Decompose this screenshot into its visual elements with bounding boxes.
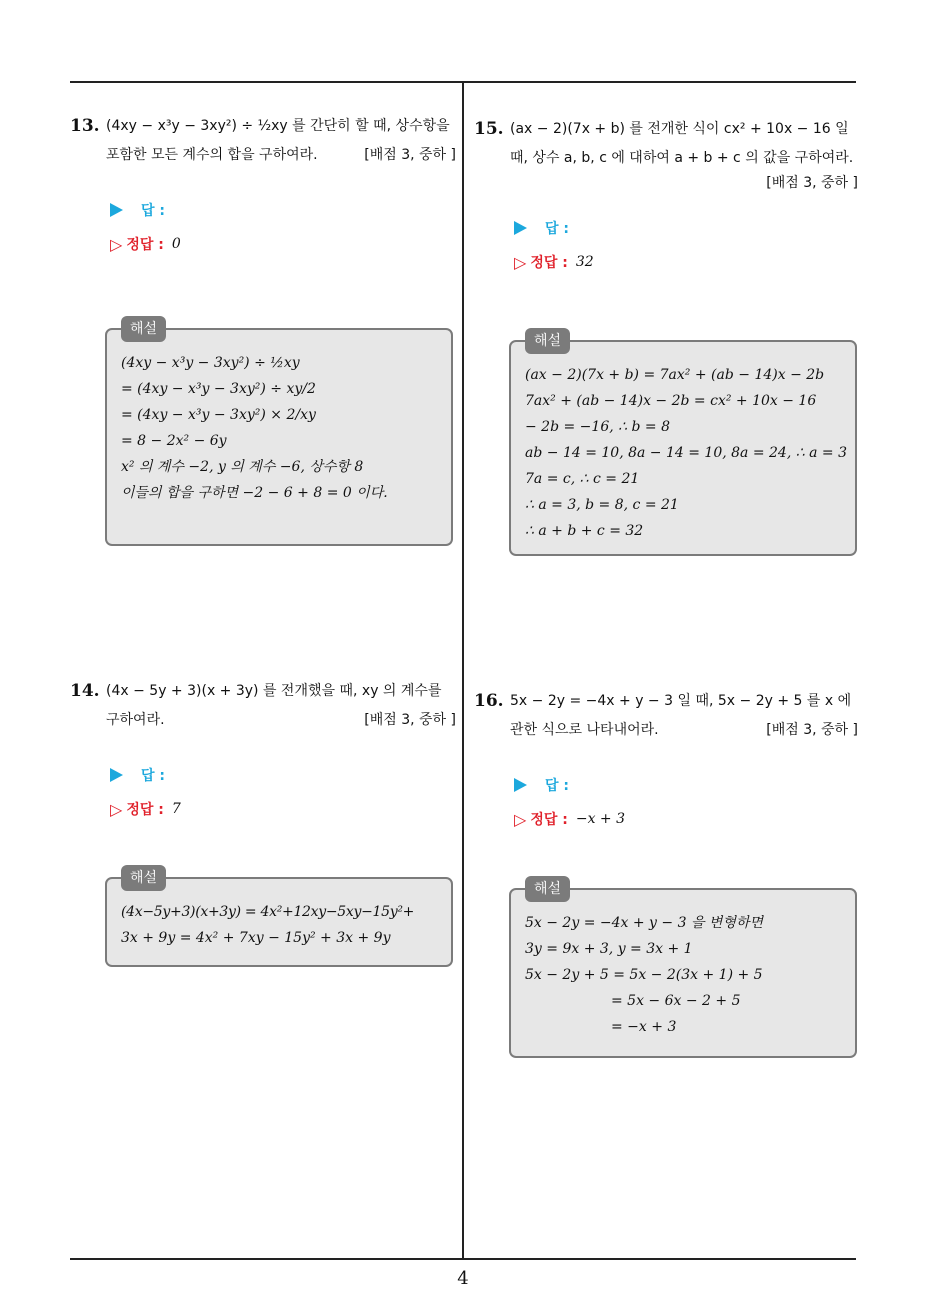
solution-tag: 해설 [525, 328, 570, 354]
solution-line: = (4xy − x³y − 3xy²) × 2/xy [121, 407, 316, 423]
solution-line: (ax − 2)(7x + b) = 7ax² + (ab − 14)x − 2b [525, 367, 825, 383]
problem-statement [474, 687, 858, 745]
column-divider [462, 83, 464, 1258]
correct-label: 정답 : [530, 812, 568, 828]
problem-number: 14. [70, 681, 100, 701]
solution-line: 7ax² + (ab − 14)x − 2b = cx² + 10x − 16 [525, 393, 817, 409]
solution-line: ab − 14 = 10, 8a − 14 = 10, 8a = 24, ∴ a = 3 [525, 445, 847, 461]
play-triangle-icon [514, 221, 527, 235]
problem-number: 16. [474, 691, 504, 711]
outline-triangle-icon: ▷ [514, 252, 527, 272]
play-triangle-icon [514, 778, 527, 792]
answer-label: 답 : [141, 203, 165, 219]
bottom-rule [70, 1258, 856, 1260]
correct-label: 정답 : [530, 255, 568, 271]
score-label: [배점 3, 중하 ] [364, 712, 456, 728]
solution-box-15 [509, 333, 857, 556]
problem-14 [70, 677, 456, 819]
solution-box-16 [509, 881, 857, 1058]
problem-number: 13. [70, 116, 100, 136]
solution-tag: 해설 [121, 316, 166, 342]
solution-line: 이들의 합을 구하면 −2 − 6 + 8 = 0 이다. [121, 485, 388, 501]
correct-answer-value: 0 [171, 236, 181, 252]
solution-line: ∴ a = 3, b = 8, c = 21 [525, 497, 679, 513]
problem-statement [474, 115, 858, 198]
problem-statement [70, 677, 456, 735]
answer-line [514, 775, 858, 795]
score-label: [배점 3, 중하 ] [766, 175, 858, 191]
answer-label: 답 : [141, 768, 165, 784]
answer-label: 답 : [545, 778, 569, 794]
score-label: [배점 3, 중하 ] [364, 147, 456, 163]
play-triangle-icon [110, 203, 123, 217]
solution-line: ∴ a + b + c = 32 [525, 523, 644, 539]
solution-line: 7a = c, ∴ c = 21 [525, 471, 640, 487]
problem-number: 15. [474, 119, 504, 139]
play-triangle-icon [110, 768, 123, 782]
correct-answer-value: 7 [171, 801, 181, 817]
correct-answer-line [514, 809, 858, 829]
problem-16 [474, 687, 858, 829]
problem-text-line: (4xy − x³y − 3xy²) ÷ ½xy 를 간단히 할 때, 상수항을 [106, 118, 450, 134]
answer-label: 답 : [545, 221, 569, 237]
problem-text-line: 5x − 2y = −4x + y − 3 일 때, 5x − 2y + 5 를 x 에 [510, 693, 852, 709]
solution-line: (4xy − x³y − 3xy²) ÷ ½xy [121, 355, 300, 371]
solution-line: = −x + 3 [611, 1019, 677, 1035]
outline-triangle-icon: ▷ [514, 809, 527, 829]
solution-tag: 해설 [121, 865, 166, 891]
correct-answer-line [110, 799, 456, 819]
problem-text-line: 구하여라. [106, 712, 165, 728]
solution-box-14 [105, 870, 453, 967]
solution-tag: 해설 [525, 876, 570, 902]
problem-text-line: (4x − 5y + 3)(x + 3y) 를 전개했을 때, xy 의 계수를 [106, 683, 442, 699]
outline-triangle-icon: ▷ [110, 799, 123, 819]
solution-box-13 [105, 321, 453, 546]
problem-text-line: 때, 상수 a, b, c 에 대하여 a + b + c 의 값을 구하여라. [510, 150, 854, 166]
score-label: [배점 3, 중하 ] [766, 722, 858, 738]
problem-text-line: 관한 식으로 나타내어라. [510, 722, 659, 738]
problem-statement [70, 112, 456, 170]
page-number: 4 [457, 1268, 469, 1289]
outline-triangle-icon: ▷ [110, 234, 123, 254]
problem-13 [70, 112, 456, 254]
solution-line: = 5x − 6x − 2 + 5 [611, 993, 741, 1009]
problem-text-line: (ax − 2)(7x + b) 를 전개한 식이 cx² + 10x − 16 일 [510, 121, 849, 137]
correct-answer-value: 32 [575, 254, 594, 270]
correct-label: 정답 : [126, 802, 164, 818]
correct-answer-line [514, 252, 858, 272]
answer-line [110, 765, 456, 785]
solution-line: x² 의 계수 −2, y 의 계수 −6, 상수항 8 [121, 459, 364, 475]
solution-line: 5x − 2y + 5 = 5x − 2(3x + 1) + 5 [525, 967, 763, 983]
solution-line: = 8 − 2x² − 6y [121, 433, 227, 449]
problem-15 [474, 115, 858, 272]
answer-line [514, 218, 858, 238]
answer-line [110, 200, 456, 220]
solution-line: = (4xy − x³y − 3xy²) ÷ xy/2 [121, 381, 316, 397]
solution-line: 3x + 9y = 4x² + 7xy − 15y² + 3x + 9y [121, 930, 391, 946]
solution-line: (4x−5y+3)(x+3y) = 4x²+12xy−5xy−15y²+ [121, 904, 415, 920]
solution-line: 5x − 2y = −4x + y − 3 을 변형하면 [525, 915, 764, 931]
solution-line: 3y = 9x + 3, y = 3x + 1 [525, 941, 693, 957]
solution-line: − 2b = −16, ∴ b = 8 [525, 419, 670, 435]
problem-text-line: 포함한 모든 계수의 합을 구하여라. [106, 147, 318, 163]
correct-label: 정답 : [126, 237, 164, 253]
correct-answer-value: −x + 3 [575, 811, 626, 827]
correct-answer-line [110, 234, 456, 254]
